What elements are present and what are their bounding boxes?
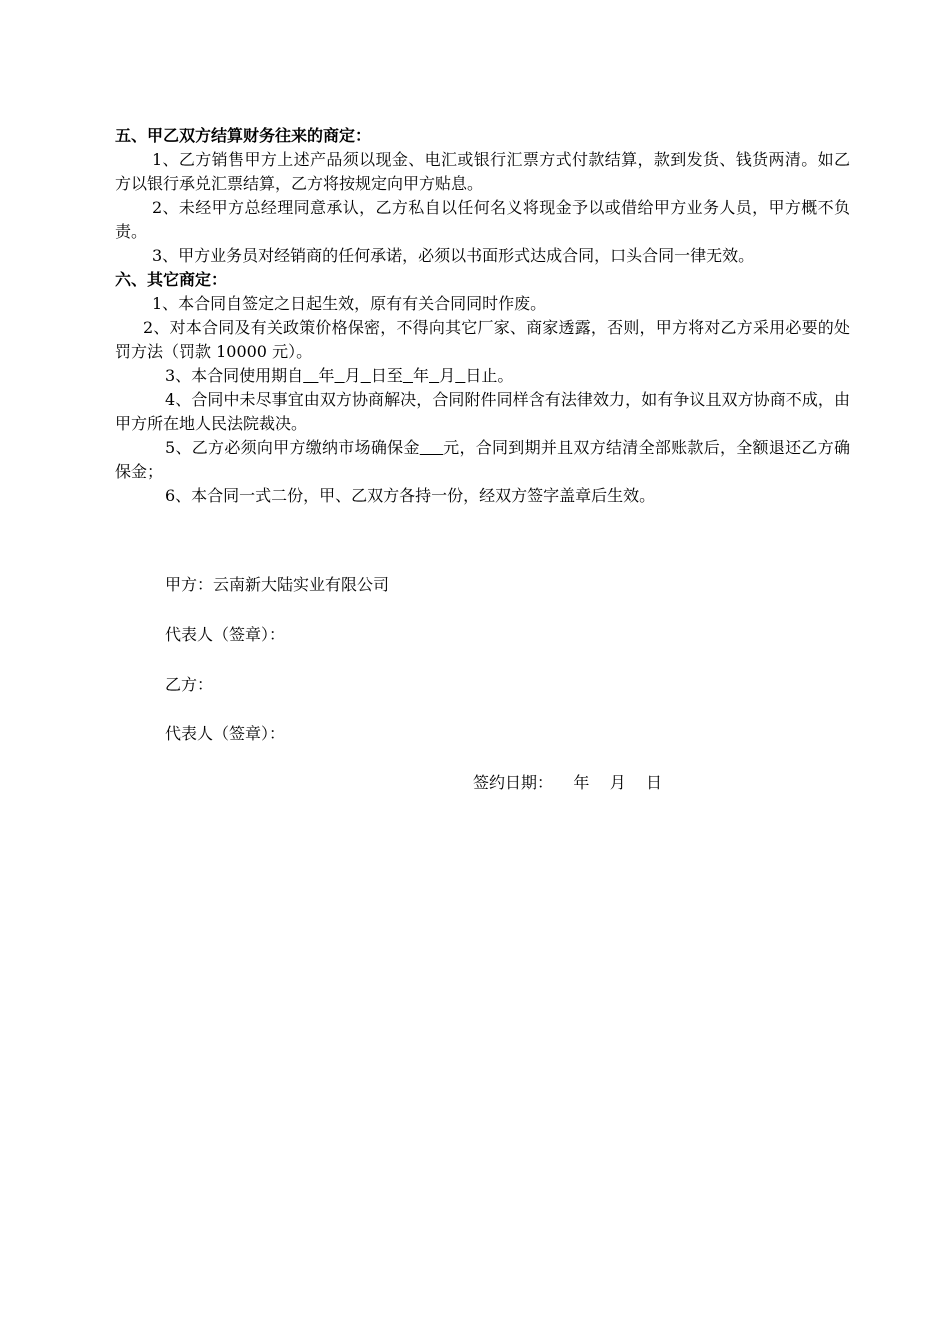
term-text-to: 日至 (370, 366, 403, 385)
signing-date-line: 签约日期： 年 月 日 (473, 773, 663, 792)
section-6-item-3 (115, 364, 850, 388)
section-6-item-5 (115, 436, 850, 484)
term-text-month: 月 (344, 366, 361, 385)
blank-end-month (429, 366, 439, 385)
blank-start-day (361, 366, 371, 385)
deposit-text-end: 元，合同到期并且双方结清全部账款后，全额退还乙方确保金； (115, 438, 850, 481)
section-5-item-1: 1、乙方销售甲方上述产品须以现金、电汇或银行汇票方式付款结算，款到发货、钱货两清。如乙方以银行承兑汇票结算，乙方将按规定向甲方贴息。 (115, 150, 850, 193)
blank-start-month (334, 366, 344, 385)
section-5-heading: 五、甲乙双方结算财务往来的商定： (115, 126, 372, 145)
blank-deposit-amount (420, 438, 443, 457)
term-text-end-year: 年 (413, 366, 430, 385)
party-b-representative-line: 代表人（签章）： (165, 724, 286, 743)
section-6-heading: 六、其它商定： (115, 270, 228, 289)
party-a-line: 甲方：云南新大陆实业有限公司 (165, 575, 390, 594)
section-5-item-3: 3、甲方业务员对经销商的任何承诺，必须以书面形式达成合同，口头合同一律无效。 (152, 246, 755, 265)
term-text-start: 3、本合同使用期自 (165, 366, 304, 385)
section-6-item-1: 1、本合同自签定之日起生效，原有有关合同同时作废。 (152, 294, 547, 313)
blank-end-day (455, 366, 465, 385)
section-5-item-2: 2、未经甲方总经理同意承认，乙方私自以任何名义将现金予以或借给甲方业务人员，甲方概不负责。 (115, 198, 850, 241)
blank-end-year (403, 366, 413, 385)
party-b-line: 乙方： (165, 675, 214, 694)
section-6-item-2: 2、对本合同及有关政策价格保密，不得向其它厂家、商家透露，否则，甲方将对乙方采用必要的处罚方法（罚款 10000 元）。 (115, 318, 850, 361)
blank-start-year (303, 366, 318, 385)
party-a-representative-line: 代表人（签章）： (165, 625, 286, 644)
term-text-end: 日止。 (465, 366, 514, 385)
term-text-year: 年 (318, 366, 335, 385)
section-6-item-4: 4、合同中未尽事宜由双方协商解决，合同附件同样含有法律效力，如有争议且双方协商不成，由甲方所在地人民法院裁决。 (115, 390, 850, 433)
section-6-item-6: 6、本合同一式二份，甲、乙双方各持一份，经双方签字盖章后生效。 (165, 486, 656, 505)
term-text-end-month: 月 (439, 366, 456, 385)
deposit-text-start: 5、乙方必须向甲方缴纳市场确保金 (165, 438, 420, 457)
contract-page (115, 124, 850, 508)
